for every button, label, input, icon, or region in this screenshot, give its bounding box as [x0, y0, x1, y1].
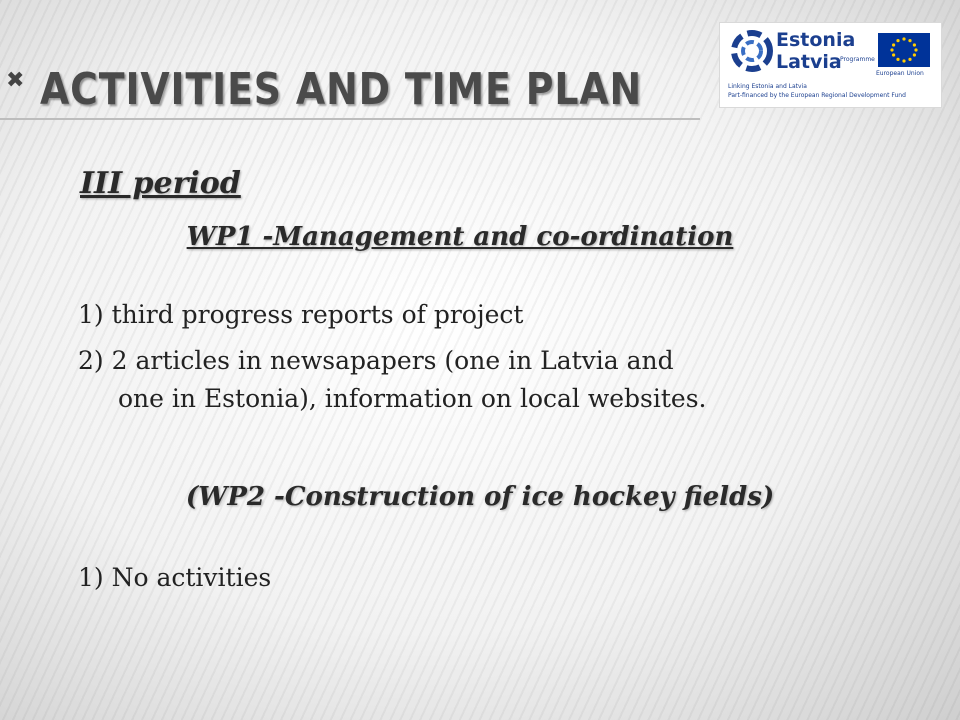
wp2-heading: (WP2 -Construction of ice hockey fields)	[185, 482, 775, 512]
list-item-continuation: one in Estonia), information on local websites.	[118, 384, 707, 413]
logo-tagline-2: Part-financed by the European Regional Development Fund	[728, 92, 906, 99]
wp1-heading: WP1 -Management and co-ordination	[186, 222, 734, 252]
logo-programme-text: Programme	[840, 56, 875, 63]
title-bullet-icon: ✖	[6, 68, 25, 93]
list-item: 2) 2 articles in newsapapers (one in Latvia and	[78, 346, 674, 375]
list-item: 1) No activities	[78, 563, 272, 592]
slide-title: ACTIVITIES AND TIME PLAN	[40, 64, 643, 115]
estonia-latvia-swirl-icon	[728, 29, 776, 73]
eu-flag-icon	[878, 33, 930, 67]
logo-tagline-1: Linking Estonia and Latvia	[728, 83, 807, 90]
logo-estonia-text: Estonia	[776, 29, 856, 51]
programme-logo	[719, 22, 942, 108]
list-item: 1) third progress reports of project	[78, 300, 524, 329]
logo-latvia-text: Latvia	[776, 51, 842, 73]
eu-label: European Union	[876, 70, 924, 77]
period-heading: III period	[80, 166, 241, 201]
